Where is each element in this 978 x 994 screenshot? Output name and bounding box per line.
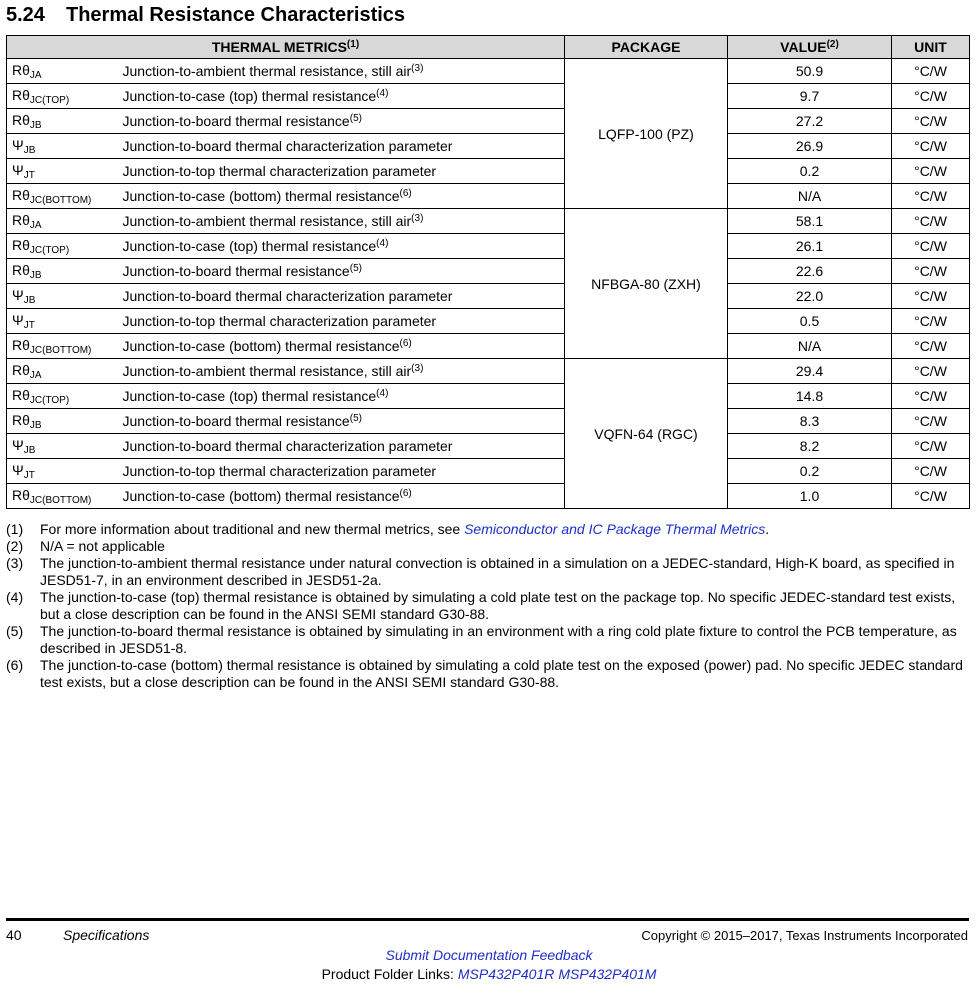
product-folder-links: [0, 966, 978, 982]
folder-label: Product Folder Links:: [321, 966, 454, 982]
value-cell: 0.2: [728, 459, 892, 484]
footnote-text-part: For more information about traditional and new thermal metrics, see: [40, 521, 465, 537]
description-text: Junction-to-case (top) thermal resistance: [122, 238, 377, 254]
symbol-subscript: JC(TOP): [29, 394, 70, 406]
footnote-ref: (6): [399, 188, 412, 199]
table-row: [7, 134, 970, 159]
value-cell: 50.9: [728, 59, 892, 84]
symbol-base: Rθ: [12, 486, 30, 503]
symbol-subscript: JA: [29, 219, 42, 231]
value-cell: 0.2: [728, 159, 892, 184]
header-value-label: VALUE: [780, 39, 827, 55]
symbol-subscript: JT: [23, 319, 35, 331]
copyright: Copyright © 2015–2017, Texas Instruments Incorporated: [641, 928, 968, 943]
footnote-label: (2): [6, 538, 24, 554]
symbol-subscript: JA: [29, 69, 42, 81]
metric-symbol: [7, 134, 123, 159]
footnote-ref: (5): [349, 263, 362, 274]
header-metrics-note: (1): [346, 39, 360, 50]
description-text: Junction-to-ambient thermal resistance, still air: [122, 63, 412, 79]
unit-cell: °C/W: [892, 334, 970, 359]
value-cell: N/A: [728, 184, 892, 209]
footnote-3: [6, 555, 966, 589]
value-cell: 26.1: [728, 234, 892, 259]
metric-description: [123, 359, 565, 384]
product-link-p401m[interactable]: MSP432P401M: [558, 966, 657, 982]
symbol-base: Ψ: [12, 286, 24, 303]
unit-cell: °C/W: [892, 359, 970, 384]
header-package: PACKAGE: [565, 36, 728, 59]
symbol-subscript: JB: [23, 294, 36, 306]
footnote-6: [6, 657, 966, 691]
table-row: [7, 234, 970, 259]
symbol-base: Ψ: [12, 161, 24, 178]
value-cell: 9.7: [728, 84, 892, 109]
value-cell: N/A: [728, 334, 892, 359]
metric-symbol: [7, 309, 123, 334]
metric-description: [123, 434, 565, 459]
metric-description: [123, 59, 565, 84]
header-metrics-label: THERMAL METRICS: [211, 39, 347, 55]
metric-symbol: [7, 334, 123, 359]
table-row: [7, 309, 970, 334]
footnote-text-end: .: [765, 521, 770, 537]
symbol-base: Rθ: [12, 111, 30, 128]
section-title: [6, 4, 405, 27]
thermal-table: [6, 35, 970, 509]
metric-symbol: [7, 209, 123, 234]
metric-symbol: [7, 259, 123, 284]
symbol-base: Ψ: [12, 311, 24, 328]
description-text: Junction-to-board thermal characterization parameter: [122, 138, 453, 154]
footnote-ref: (6): [399, 338, 412, 349]
footnote-ref: (5): [349, 413, 362, 424]
value-cell: 8.3: [728, 409, 892, 434]
footnote-label: (3): [6, 555, 24, 571]
table-row: [7, 284, 970, 309]
description-text: Junction-to-case (bottom) thermal resistance: [122, 488, 400, 504]
metric-description: [123, 109, 565, 134]
symbol-base: Ψ: [12, 461, 24, 478]
footnote-ref: (3): [411, 363, 424, 374]
metric-symbol: [7, 484, 123, 509]
footnote-ref: (4): [376, 238, 389, 249]
feedback-link[interactable]: Submit Documentation Feedback: [385, 947, 593, 963]
symbol-subscript: JT: [23, 469, 35, 481]
package-cell: VQFN-64 (RGC): [565, 359, 728, 509]
footnote-text: The junction-to-case (bottom) thermal resistance is obtained by simulating a cold plate test on the exposed (power) pad. No specific JEDEC standard test exists, but a close description can be found in the ANSI SEMI standard G30-88.: [40, 657, 963, 690]
description-text: Junction-to-case (top) thermal resistance: [122, 388, 377, 404]
metric-description: [123, 459, 565, 484]
metric-symbol: [7, 459, 123, 484]
table-row: [7, 159, 970, 184]
value-cell: 27.2: [728, 109, 892, 134]
symbol-subscript: JC(BOTTOM): [29, 194, 92, 206]
table-row: [7, 334, 970, 359]
symbol-subscript: JB: [29, 269, 42, 281]
footnote-ref: (3): [411, 63, 424, 74]
table-row: [7, 434, 970, 459]
footnote-ref: (4): [376, 88, 389, 99]
footnote-ref: (4): [376, 388, 389, 399]
value-cell: 22.6: [728, 259, 892, 284]
unit-cell: °C/W: [892, 259, 970, 284]
symbol-base: Ψ: [12, 136, 24, 153]
footnote-label: (1): [6, 521, 24, 537]
symbol-subscript: JT: [23, 169, 35, 181]
symbol-subscript: JA: [29, 369, 42, 381]
metric-symbol: [7, 434, 123, 459]
unit-cell: °C/W: [892, 159, 970, 184]
metric-description: [123, 409, 565, 434]
product-link-p401r[interactable]: MSP432P401R: [457, 966, 555, 982]
thermal-metrics-link[interactable]: Semiconductor and IC Package Thermal Metrics: [464, 521, 766, 537]
package-cell: NFBGA-80 (ZXH): [565, 209, 728, 359]
symbol-subscript: JB: [29, 419, 42, 431]
value-cell: 22.0: [728, 284, 892, 309]
description-text: Junction-to-case (top) thermal resistance: [122, 88, 377, 104]
footer-section-link[interactable]: Specifications: [63, 927, 150, 943]
description-text: Junction-to-board thermal characterization parameter: [122, 288, 453, 304]
table-row: [7, 409, 970, 434]
unit-cell: °C/W: [892, 234, 970, 259]
unit-cell: °C/W: [892, 484, 970, 509]
metric-symbol: [7, 59, 123, 84]
value-cell: 29.4: [728, 359, 892, 384]
metric-symbol: [7, 384, 123, 409]
footnote-label: (5): [6, 623, 24, 639]
metric-symbol: [7, 234, 123, 259]
table-row: [7, 209, 970, 234]
unit-cell: °C/W: [892, 84, 970, 109]
value-cell: 26.9: [728, 134, 892, 159]
symbol-base: Rθ: [12, 236, 30, 253]
footnote-label: (4): [6, 589, 24, 605]
symbol-base: Ψ: [12, 436, 24, 453]
symbol-subscript: JC(TOP): [29, 94, 70, 106]
metric-description: [123, 309, 565, 334]
symbol-base: Rθ: [12, 336, 30, 353]
unit-cell: °C/W: [892, 209, 970, 234]
symbol-base: Rθ: [12, 211, 30, 228]
footnote-text: The junction-to-ambient thermal resistance under natural convection is obtained in a simulation on a JEDEC-standard, High-K board, as specified in JESD51-7, in an environment described in JESD51-2a.: [40, 555, 955, 588]
metric-description: [123, 334, 565, 359]
description-text: Junction-to-ambient thermal resistance, still air: [122, 363, 412, 379]
footer-rule: [6, 918, 969, 921]
symbol-subscript: JC(BOTTOM): [29, 494, 92, 506]
table-row: [7, 84, 970, 109]
description-text: Junction-to-board thermal resistance: [122, 413, 350, 429]
symbol-base: Rθ: [12, 361, 30, 378]
metric-symbol: [7, 109, 123, 134]
table-row: [7, 184, 970, 209]
table-row: [7, 359, 970, 384]
metric-description: [123, 384, 565, 409]
value-cell: 14.8: [728, 384, 892, 409]
footnote-ref: (6): [399, 488, 412, 499]
table-row: [7, 109, 970, 134]
metric-description: [123, 159, 565, 184]
footnote-4: [6, 589, 966, 623]
metric-description: [123, 234, 565, 259]
metric-description: [123, 259, 565, 284]
unit-cell: °C/W: [892, 184, 970, 209]
symbol-base: Rθ: [12, 261, 30, 278]
package-cell: LQFP-100 (PZ): [565, 59, 728, 209]
description-text: Junction-to-case (bottom) thermal resistance: [122, 188, 400, 204]
symbol-base: Rθ: [12, 186, 30, 203]
footnote-label: (6): [6, 657, 24, 673]
metric-symbol: [7, 284, 123, 309]
unit-cell: °C/W: [892, 109, 970, 134]
table-row: [7, 459, 970, 484]
metric-description: [123, 84, 565, 109]
header-value: [728, 36, 892, 59]
symbol-subscript: JB: [23, 144, 36, 156]
table-header-row: [7, 36, 970, 59]
section-title-text: Thermal Resistance Characteristics: [66, 4, 406, 26]
page-number: 40: [6, 927, 22, 943]
metric-description: [123, 134, 565, 159]
symbol-base: Rθ: [12, 86, 30, 103]
metric-symbol: [7, 359, 123, 384]
symbol-subscript: JB: [29, 119, 42, 131]
description-text: Junction-to-ambient thermal resistance, still air: [122, 213, 412, 229]
value-cell: 8.2: [728, 434, 892, 459]
table-row: [7, 384, 970, 409]
unit-cell: °C/W: [892, 134, 970, 159]
unit-cell: °C/W: [892, 309, 970, 334]
footnote-2: [6, 538, 966, 555]
footnote-ref: (5): [349, 113, 362, 124]
symbol-subscript: JB: [23, 444, 36, 456]
header-thermal-metrics: [7, 36, 565, 59]
description-text: Junction-to-top thermal characterization parameter: [122, 463, 437, 479]
table-row: [7, 484, 970, 509]
footnotes: [6, 521, 966, 691]
value-cell: 0.5: [728, 309, 892, 334]
unit-cell: °C/W: [892, 459, 970, 484]
footnote-1: [6, 521, 966, 538]
unit-cell: °C/W: [892, 409, 970, 434]
footnote-text: [40, 521, 966, 538]
symbol-subscript: JC(BOTTOM): [29, 344, 92, 356]
symbol-base: Rθ: [12, 61, 30, 78]
footnote-text: N/A = not applicable: [40, 538, 165, 554]
description-text: Junction-to-top thermal characterization parameter: [122, 313, 437, 329]
metric-symbol: [7, 159, 123, 184]
unit-cell: °C/W: [892, 434, 970, 459]
footnote-text: The junction-to-case (top) thermal resistance is obtained by simulating a cold plate test on the package top. No specific JEDEC-standard test exists, but a close description can be found in the ANSI SEMI standard G30-88.: [40, 589, 956, 622]
table-row: [7, 259, 970, 284]
unit-cell: °C/W: [892, 59, 970, 84]
metric-symbol: [7, 84, 123, 109]
description-text: Junction-to-case (bottom) thermal resistance: [122, 338, 400, 354]
description-text: Junction-to-board thermal resistance: [122, 113, 350, 129]
header-unit: UNIT: [892, 36, 970, 59]
footnote-ref: (3): [411, 213, 424, 224]
metric-description: [123, 184, 565, 209]
symbol-base: Rθ: [12, 411, 30, 428]
metric-symbol: [7, 184, 123, 209]
unit-cell: °C/W: [892, 384, 970, 409]
unit-cell: °C/W: [892, 284, 970, 309]
description-text: Junction-to-board thermal resistance: [122, 263, 350, 279]
table-row: [7, 59, 970, 84]
value-cell: 58.1: [728, 209, 892, 234]
footnote-5: [6, 623, 966, 657]
section-number: 5.24: [6, 4, 45, 26]
symbol-base: Rθ: [12, 386, 30, 403]
footnote-text: The junction-to-board thermal resistance is obtained by simulating in an environment with a ring cold plate fixture to control the PCB temperature, as described in JESD51-8.: [40, 623, 957, 656]
metric-description: [123, 209, 565, 234]
table-body: [7, 59, 970, 509]
metric-symbol: [7, 409, 123, 434]
description-text: Junction-to-top thermal characterization parameter: [122, 163, 437, 179]
description-text: Junction-to-board thermal characterization parameter: [122, 438, 453, 454]
header-value-note: (2): [826, 39, 839, 50]
metric-description: [123, 484, 565, 509]
symbol-subscript: JC(TOP): [29, 244, 70, 256]
metric-description: [123, 284, 565, 309]
value-cell: 1.0: [728, 484, 892, 509]
